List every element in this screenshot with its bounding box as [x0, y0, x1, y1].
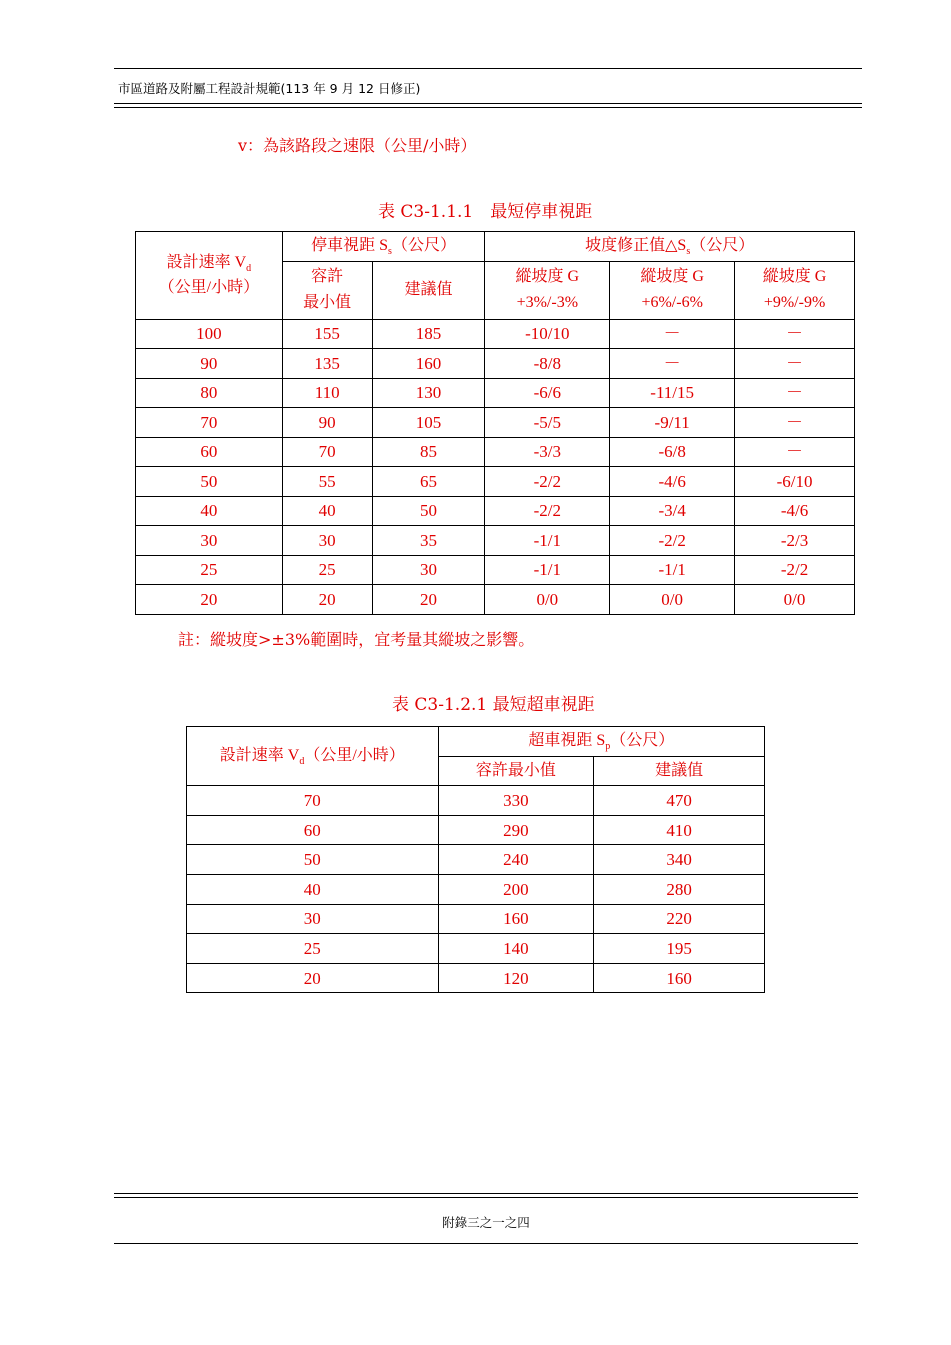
table-cell: -6/10	[735, 467, 855, 497]
table-cell: 20	[372, 585, 485, 615]
table-cell: -1/1	[485, 555, 610, 585]
header-rule-double	[114, 107, 862, 108]
table-cell: 70	[282, 437, 372, 467]
table-cell: 50	[136, 467, 283, 497]
table-cell: 40	[187, 874, 439, 904]
table-cell: -11/15	[610, 378, 735, 408]
table-row	[136, 496, 855, 526]
table-cell: -5/5	[485, 408, 610, 438]
table-row	[136, 585, 855, 615]
table-cell: －	[735, 437, 855, 467]
table-cell: 330	[438, 786, 594, 816]
table2-caption: 表 C3-1.2.1 最短超車視距	[392, 695, 595, 715]
table-cell: 90	[136, 349, 283, 379]
table-row	[187, 934, 765, 964]
table-cell: -2/2	[485, 467, 610, 497]
table-cell: 25	[282, 555, 372, 585]
page-number: 附錄三之一之四	[442, 1215, 530, 1230]
table-row	[136, 526, 855, 556]
table-cell: －	[610, 319, 735, 349]
table-cell: 40	[282, 496, 372, 526]
footer-rule-double	[114, 1197, 858, 1198]
table-cell: －	[735, 319, 855, 349]
table-cell: 195	[594, 934, 765, 964]
table-cell: 160	[372, 349, 485, 379]
passing-distance-header: 超車視距 $S_p$（公尺）	[438, 727, 764, 757]
table-cell: 80	[136, 378, 283, 408]
table-row	[136, 378, 855, 408]
grade-9-header: 縱坡度 G +9%/-9%	[735, 261, 855, 319]
table-cell: －	[610, 349, 735, 379]
table-cell: 200	[438, 874, 594, 904]
speed-header: 設計速率 $V_d$ （公里/小時）	[136, 232, 283, 320]
stopping-sight-distance-table	[135, 231, 855, 615]
table-row	[187, 845, 765, 875]
grade-6-header: 縱坡度 G +6%/-6%	[610, 261, 735, 319]
table-cell: 25	[187, 934, 439, 964]
table-cell: 40	[136, 496, 283, 526]
table-row	[136, 349, 855, 379]
table-row	[187, 815, 765, 845]
table-cell: 100	[136, 319, 283, 349]
table-cell: -2/3	[735, 526, 855, 556]
table-cell: 470	[594, 786, 765, 816]
table-cell: 60	[187, 815, 439, 845]
table-row	[136, 555, 855, 585]
page-footer	[114, 1193, 858, 1245]
table-cell: 30	[282, 526, 372, 556]
table-cell: -2/2	[735, 555, 855, 585]
table-cell: 50	[372, 496, 485, 526]
table-cell: -4/6	[735, 496, 855, 526]
table-cell: 140	[438, 934, 594, 964]
table-cell: 70	[136, 408, 283, 438]
recommended-header: 建議值	[372, 261, 485, 319]
table-cell: 70	[187, 786, 439, 816]
passing-sight-distance-table	[186, 726, 765, 993]
table-cell: 290	[438, 815, 594, 845]
table-cell: 90	[282, 408, 372, 438]
table-cell: 30	[136, 526, 283, 556]
header-title: 市區道路及附屬工程設計規範(113 年 9 月 12 日修正)	[118, 81, 421, 96]
table-cell: 30	[372, 555, 485, 585]
table-cell: －	[735, 349, 855, 379]
table-cell: 240	[438, 845, 594, 875]
table-cell: 130	[372, 378, 485, 408]
speed-limit-note: v：為該路段之速限（公里/小時）	[238, 136, 477, 155]
t2-recommended-header: 建議值	[594, 756, 765, 786]
min-value-header: 容許 最小值	[282, 261, 372, 319]
table-cell: 340	[594, 845, 765, 875]
footer-rule	[114, 1193, 858, 1194]
table-cell: 30	[187, 904, 439, 934]
table-cell: 60	[136, 437, 283, 467]
table-cell: 35	[372, 526, 485, 556]
table-cell: -2/2	[485, 496, 610, 526]
table-cell: -3/3	[485, 437, 610, 467]
t2-speed-header: 設計速率 $V_d$（公里/小時）	[187, 727, 439, 786]
table-cell: 160	[438, 904, 594, 934]
table-cell: 0/0	[735, 585, 855, 615]
table-cell: 155	[282, 319, 372, 349]
table-cell: 110	[282, 378, 372, 408]
page-header	[114, 68, 862, 109]
footer-rule-bottom	[114, 1243, 858, 1244]
table-cell: 85	[372, 437, 485, 467]
table-row	[136, 319, 855, 349]
table-cell: 20	[282, 585, 372, 615]
table-cell: -1/1	[610, 555, 735, 585]
table-row	[136, 437, 855, 467]
table-cell: -6/8	[610, 437, 735, 467]
table-row	[187, 904, 765, 934]
table-cell: 105	[372, 408, 485, 438]
table-row	[187, 874, 765, 904]
table-row	[187, 786, 765, 816]
grade-correction-header: 坡度修正值$\triangle S_s$（公尺）	[485, 232, 855, 262]
table-cell: 410	[594, 815, 765, 845]
table-row	[136, 467, 855, 497]
table-cell: 50	[187, 845, 439, 875]
table-cell: 65	[372, 467, 485, 497]
table-row	[136, 408, 855, 438]
table-cell: 120	[438, 963, 594, 993]
grade-note: 註：縱坡度>±3%範圍時，宜考量其縱坡之影響。	[178, 630, 535, 649]
table-cell: -10/10	[485, 319, 610, 349]
table-cell: 220	[594, 904, 765, 934]
table-cell: 0/0	[610, 585, 735, 615]
table-cell: 160	[594, 963, 765, 993]
table-cell: -6/6	[485, 378, 610, 408]
table-cell: -9/11	[610, 408, 735, 438]
table-cell: 280	[594, 874, 765, 904]
header-rule	[114, 103, 862, 104]
stopping-distance-header: 停車視距 $S_s$（公尺）	[282, 232, 485, 262]
table-cell: －	[735, 408, 855, 438]
table-cell: 55	[282, 467, 372, 497]
table-cell: -8/8	[485, 349, 610, 379]
table-cell: -1/1	[485, 526, 610, 556]
table1-caption: 表 C3-1.1.1 最短停車視距	[378, 202, 593, 222]
table-cell: -2/2	[610, 526, 735, 556]
t2-min-header: 容許最小值	[438, 756, 594, 786]
table-cell: 20	[187, 963, 439, 993]
table-cell: -3/4	[610, 496, 735, 526]
table-cell: 185	[372, 319, 485, 349]
grade-3-header: 縱坡度 G +3%/-3%	[485, 261, 610, 319]
table-cell: 135	[282, 349, 372, 379]
table-cell: 20	[136, 585, 283, 615]
table-cell: 0/0	[485, 585, 610, 615]
table-cell: -4/6	[610, 467, 735, 497]
table-cell: 25	[136, 555, 283, 585]
table-cell: －	[735, 378, 855, 408]
table-row	[187, 963, 765, 993]
